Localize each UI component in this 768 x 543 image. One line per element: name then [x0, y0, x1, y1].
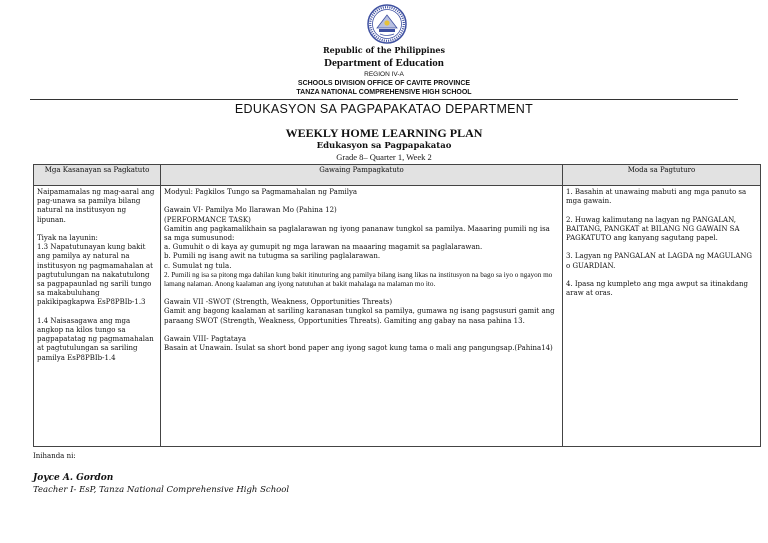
learning-plan-table — [33, 164, 761, 447]
teacher-name: Joyce A. Gordon — [33, 473, 114, 483]
subject-title: Edukasyon sa Pagpapakatao — [316, 141, 452, 151]
gawain-text-a: Modyul: Pagkilos Tungo sa Pagmamahalan ng Pamilya Gawain VI- Pamilya Mo Ilarawan Mo (Pahina 12) (PERFORMANCE TASK) Gamitin ang pagkamalikhain sa paglalarawan ng iyong pananaw tungkol sa pamilya. Maaaring pumili ng isa sa mga sumusunod: a. Gumuhit o di kaya ay gumupit ng mga larawan na maaaring magamit sa paglalarawan. b. Pumili ng isang awit na tutugma sa sariling paglalarawan. c. Sumulat ng tula. — [164, 188, 550, 270]
plan-title: WEEKLY HOME LEARNING PLAN — [285, 126, 483, 140]
moda-text: 1. Basahin at unawaing mabuti ang mga panuto sa mga gawain. 2. Huwag kalimutang na lagyan ng PANGALAN, BAITANG, PANGKAT at BILANG NG GAWAIN SA PAGKATUTO ang kanyang sagutang papel. 3. Lagyan ng PANGALAN at LAGDA ng MAGULANG o GUARDIAN. 4. Ipasa ng kumpleto ang mga awput sa itinakdang araw at oras. — [566, 188, 752, 298]
kasanayan-cell — [34, 186, 161, 447]
deped-seal-logo — [367, 4, 407, 44]
kasanayan-text: Naipamamalas ng mag-aaral ang pag-unawa sa pamilya bilang natural na institusyon ng lipunan. Tiyak na layunin: 1.3 Napatutunayan kung bakit ang pamilya ay natural na institusyon ng pagmamahalan at pagtutulungan na nakatutulong sa pagpapaunlad ng sarili tungo sa makabuluhang pakikipagkapwa EsP8PBIb-1.3 1.4 Naisasagawa ang mga angkop na kilos tungo sa pagpapatatag ng pagmamahalan at pagtutulungan sa sariling pamilya EsP8PBIb-1.4 — [37, 188, 155, 362]
gawain-text-b: 2. Pumili ng isa sa pitong mga dahilan kung bakit itinuturing ang pamilya bilang isang likas na institusyon na bago sa iyo o ngayon mo lamang nalaman. Anong kaalaman ang iyong natutuhan at bakit mahalaga na malaman mo ito. — [164, 270, 553, 289]
department-line: Department of Education — [324, 57, 444, 69]
department-title: EDUKASYON SA PAGPAPAKATAO DEPARTMENT — [234, 102, 534, 116]
header-gawain: Gawaing Pampagkatuto — [161, 165, 563, 186]
school-line: TANZA NATIONAL COMPREHENSIVE HIGH SCHOOL — [296, 89, 472, 96]
teacher-position: Teacher I- EsP, Tanza National Comprehensive High School — [33, 485, 290, 495]
grade-quarter: Grade 8– Quarter 1, Week 2 — [336, 152, 432, 162]
republic-line: Republic of the Philippines — [322, 45, 445, 55]
region-line: REGION IV-A — [364, 71, 404, 78]
moda-cell — [563, 186, 761, 447]
header-divider — [30, 99, 738, 100]
division-line: SCHOOLS DIVISION OFFICE OF CAVITE PROVINCE — [297, 80, 471, 87]
gawain-text-c: Gawain VII -SWOT (Strength, Weakness, Opportunities Threats) Gamit ang bagong kaalaman at sariling karanasan tungkol sa pamilya, gumawa ng isang pagsusuri gamit ang paraang SWOT (Strength, Weakness, Opportunities Threats). Gamiting ang gabay na nasa pahina 13. Gawain VIII- Pagtataya Basain at Unawain. Isulat sa short bond paper ang iyong sagot kung tama o mali ang pangungsap.(Pahina14) — [164, 298, 555, 353]
header-moda: Moda sa Pagtuturo — [563, 165, 761, 186]
table-header-row — [34, 165, 761, 186]
prepared-by-label: Inihanda ni: — [33, 452, 76, 460]
gawain-cell — [161, 186, 563, 447]
table-row — [34, 186, 761, 447]
header-kasanayan: Mga Kasanayan sa Pagkatuto — [34, 165, 161, 186]
